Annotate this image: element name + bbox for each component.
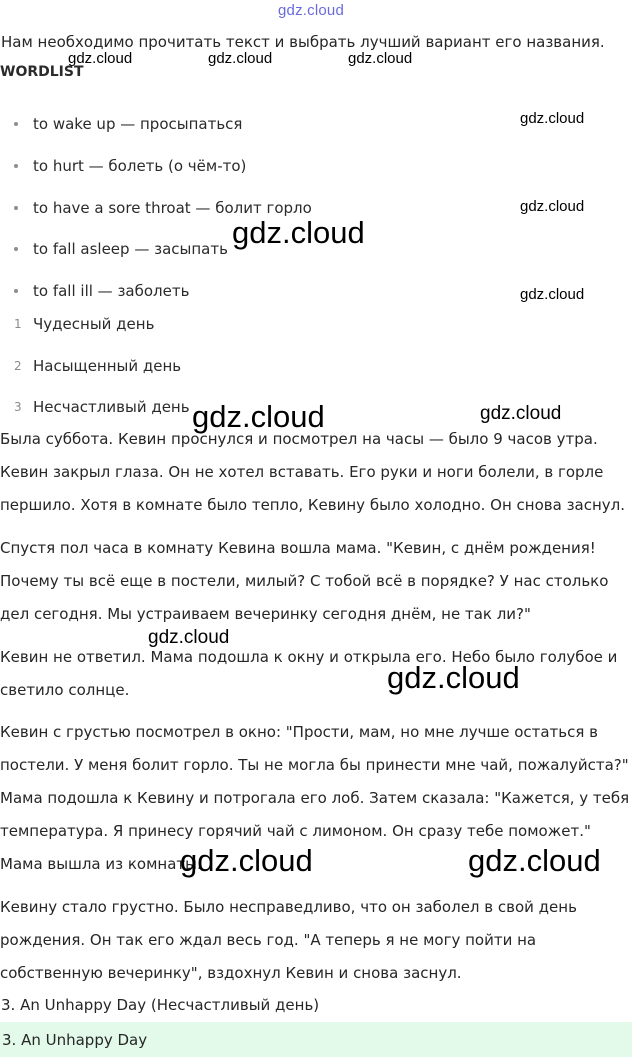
bullet-icon (14, 247, 18, 251)
watermark: gdz.cloud (180, 843, 313, 878)
story-paragraph: Кевин не ответил. Мама подошла к окну и открыла его. Небо было голубое и светило солнце. (0, 648, 618, 699)
watermark: gdz.cloud (520, 286, 585, 303)
answer-highlight: 3. An Unhappy Day (0, 1022, 632, 1057)
option-number: 1 (14, 317, 22, 331)
wordlist-heading: WORDLIST (0, 64, 84, 80)
option-number: 3 (14, 400, 22, 414)
watermark: gdz.cloud (520, 110, 585, 127)
story-paragraph: Спустя пол часа в комнату Кевина вошла мама. "Кевин, с днём рождения! Почему ты всё еще в постели, милый? С тобой всё в порядке? У нас столько дел сегодня. Мы устраиваем вечеринку сегодня днём, не так ли?" (0, 539, 609, 623)
watermark: gdz.cloud (148, 627, 230, 648)
task-intro: Нам необходимо прочитать текст и выбрать лучший вариант его названия. (1, 33, 605, 51)
watermark: gdz.cloud (348, 50, 413, 67)
story-paragraph: Кевину стало грустно. Было несправедливо, что он заболел в свой день рождения. Он так его ждал весь год. "А теперь я не могу пойти на собственную вечеринку", вздохнул Кевин и снова заснул. (0, 898, 577, 982)
wordlist-item: to fall ill — заболеть (14, 282, 189, 300)
bullet-icon (14, 164, 18, 168)
watermark: gdz.cloud (68, 50, 133, 67)
option-item: 3 Несчастливый день (14, 398, 190, 416)
story-paragraph: Кевин с грустью посмотрел в окно: "Прости, мам, но мне лучше остаться в постели. У меня болит горло. Ты не могла бы принести мне чай, пожалуйста?" Мама подошла к Кевину и потрогала его лоб. Затем сказала: "Кажется, у тебя температура. Я принесу горячий чай с лимоном. Он сразу тебе поможет." Мама вышла из комнаты. (0, 723, 630, 873)
watermark: gdz.cloud (520, 198, 585, 215)
watermark: gdz.cloud (480, 403, 562, 424)
bullet-icon (14, 122, 18, 126)
option-item: 1 Чудесный день (14, 315, 155, 333)
wordlist-item: to wake up — просыпаться (14, 115, 242, 133)
bullet-icon (14, 206, 18, 210)
watermark: gdz.cloud (192, 399, 325, 434)
watermark-top: gdz.cloud (278, 2, 345, 19)
wordlist-item: to hurt — болеть (о чём-то) (14, 157, 246, 175)
watermark: gdz.cloud (387, 660, 520, 695)
story-paragraph: Была суббота. Кевин проснулся и посмотрел на часы — было 9 часов утра. Кевин закрыл глаза. Он не хотел вставать. Его руки и ноги болели, в горле першило. Хотя в комнате было тепло, Кевину было холодно. Он снова заснул. (0, 430, 626, 514)
watermark: gdz.cloud (232, 215, 365, 250)
watermark: gdz.cloud (468, 843, 601, 878)
answer-line: 3. An Unhappy Day (Несчастливый день) (1, 996, 320, 1014)
option-number: 2 (14, 359, 22, 373)
wordlist-item: to have a sore throat — болит горло (14, 199, 312, 217)
option-item: 2 Насыщенный день (14, 357, 182, 375)
wordlist-item: to fall asleep — засыпать (14, 240, 228, 258)
bullet-icon (14, 289, 18, 293)
watermark: gdz.cloud (208, 50, 273, 67)
